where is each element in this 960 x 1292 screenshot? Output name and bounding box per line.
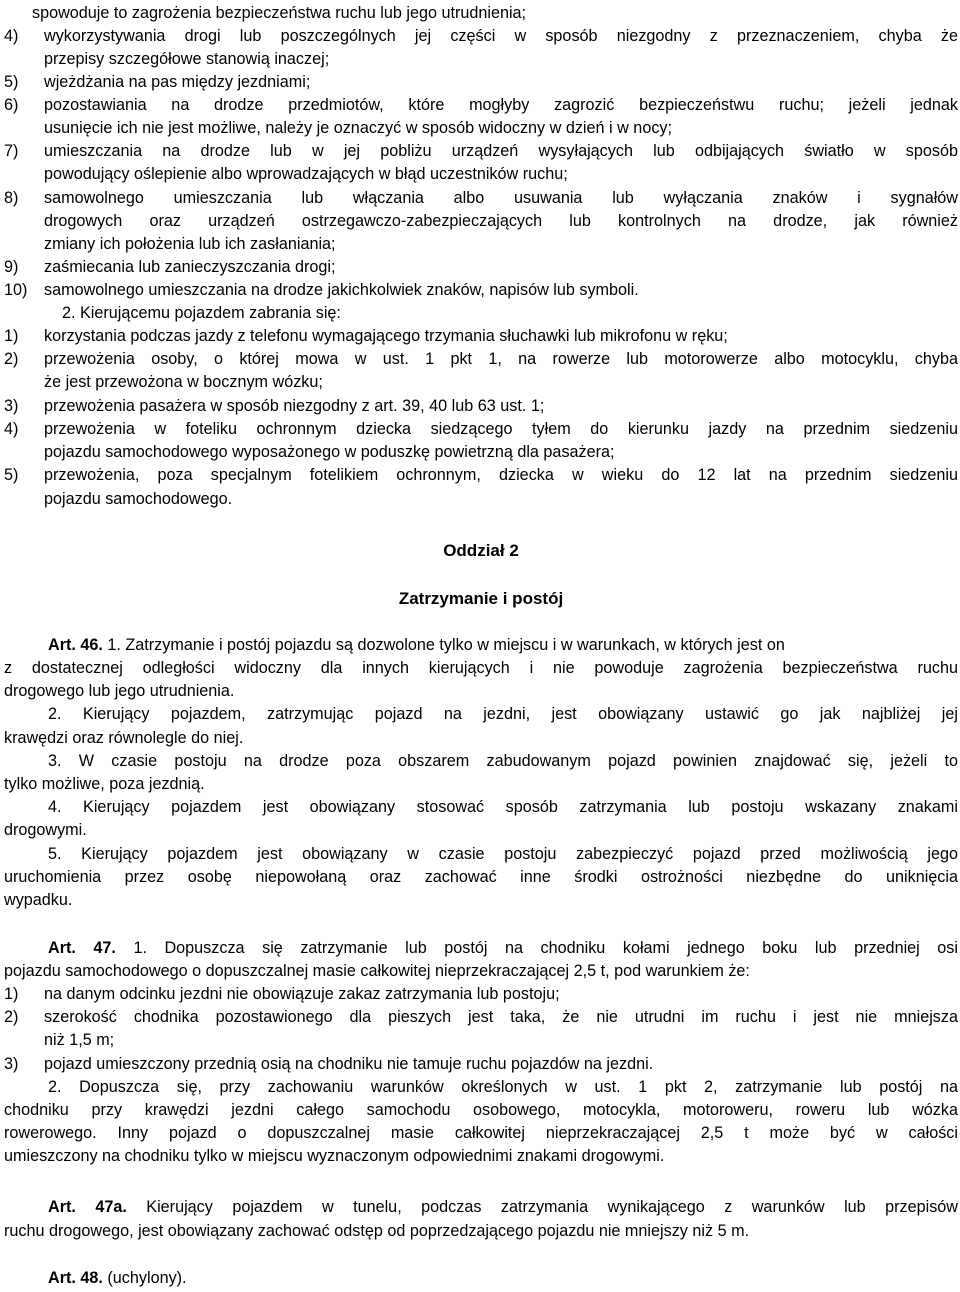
list-item: 9) zaśmiecania lub zanieczyszczania drogi; xyxy=(4,258,336,276)
article-line: Art. 47. 1. Dopuszcza się zatrzymanie lub postój na chodniku kołami jednego boku lub przedniej osi xyxy=(48,939,958,957)
paragraph-line: 2. Kierujący pojazdem, zatrzymując pojazd na jezdni, jest obowiązany ustawić go jak najbliżej jej xyxy=(48,705,958,723)
article-line: Art. 46. 1. Zatrzymanie i postój pojazdu są dozwolone tylko w miejscu i w warunkach, w których jest on xyxy=(48,636,785,654)
text-line: niż 1,5 m; xyxy=(44,1031,115,1049)
article-line: Art. 48. (uchylony). xyxy=(48,1269,187,1287)
article-label: Art. 47. xyxy=(48,939,116,957)
text-line: pojazdu samochodowego o dopuszczalnej masie całkowitej nieprzekraczającej 2,5 t, pod warunkiem że: xyxy=(4,962,750,980)
article-label: Art. 48. xyxy=(48,1269,103,1287)
text-line: zmiany ich położenia lub ich zasłaniania; xyxy=(44,235,336,253)
text-line: ruchu drogowego, jest obowiązany zachować odstęp od poprzedzającego pojazdu nie mniejszy niż 5 m. xyxy=(4,1222,750,1240)
text-line: chodniku przy krawędzi jezdni całego samochodu osobowego, motocykla, motoroweru, roweru lub wózka xyxy=(4,1101,958,1119)
list-item: 1) na danym odcinku jezdni nie obowiązuje zakaz zatrzymania lub postoju; xyxy=(4,985,560,1003)
text-line: pojazdu samochodowego. xyxy=(44,490,233,508)
text-line: przepisy szczegółowe stanowią inaczej; xyxy=(44,50,330,68)
list-item: 5) wjeżdżania na pas między jezdniami; xyxy=(4,73,311,91)
list-item: 7) umieszczania na drodze lub w jej pobliżu urządzeń wysyłających lub odbijających światło w sposób xyxy=(4,142,958,160)
text-line: drogowymi. xyxy=(4,821,87,839)
list-item: 4) wykorzystywania drogi lub poszczególnych jej części w sposób niezgodny z przeznaczeniem, chyba że xyxy=(4,27,958,45)
list-item: 10) samowolnego umieszczania na drodze jakichkolwiek znaków, napisów lub symboli. xyxy=(4,281,639,299)
list-item: 3) przewożenia pasażera w sposób niezgodny z art. 39, 40 lub 63 ust. 1; xyxy=(4,397,545,415)
paragraph-line: 4. Kierujący pojazdem jest obowiązany stosować sposób zatrzymania lub postoju wskazany znakami xyxy=(48,798,958,816)
paragraph-line: 5. Kierujący pojazdem jest obowiązany w czasie postoju zabezpieczyć pojazd przed możliwością jego xyxy=(48,845,958,863)
text-line: krawędzi oraz równolegle do niej. xyxy=(4,729,244,747)
list-item: 4) przewożenia w foteliku ochronnym dziecka siedzącego tyłem do kierunku jazdy na przednim siedzeniu xyxy=(4,420,958,438)
list-item: 5) przewożenia, poza specjalnym fotelikiem ochronnym, dziecka w wieku do 12 lat na przednim siedzeniu xyxy=(4,466,958,484)
text-line: tylko możliwe, poza jezdnią. xyxy=(4,775,205,793)
article-label: Art. 47a. xyxy=(48,1198,127,1216)
paragraph-line: 2. Dopuszcza się, przy zachowaniu warunków określonych w ust. 1 pkt 2, zatrzymanie lub postój na xyxy=(48,1078,958,1096)
text-line: rowerowego. Inny pojazd o dopuszczalnej masie całkowitej nieprzekraczającej 2,5 t może być w całości xyxy=(4,1124,958,1142)
list-item: 1) korzystania podczas jazdy z telefonu wymagającego trzymania słuchawki lub mikrofonu w ręku; xyxy=(4,327,728,345)
section-heading: Oddział 2 xyxy=(443,541,519,560)
list-item: 2) przewożenia osoby, o której mowa w ust. 1 pkt 1, na rowerze lub motorowerze albo motocyklu, chyba xyxy=(4,350,958,368)
text-line: wypadku. xyxy=(4,891,73,909)
section-title: Zatrzymanie i postój xyxy=(398,589,564,608)
list-item: 8) samowolnego umieszczania lub włączania albo usuwania lub wyłączania znaków i sygnałów xyxy=(4,189,958,207)
text-line: powodujący oślepienie albo wprowadzających w błąd uczestników ruchu; xyxy=(44,165,568,183)
text-line: umieszczony na chodniku tylko w miejscu wyznaczonym odpowiednimi znakami drogowymi. xyxy=(4,1147,665,1165)
list-item: 6) pozostawiania na drodze przedmiotów, które mogłyby zagrozić bezpieczeństwu ruchu; jeżeli jednak xyxy=(4,96,958,114)
text-line: spowoduje to zagrożenia bezpieczeństwa ruchu lub jego utrudnienia; xyxy=(32,4,527,22)
article-line: Art. 47a. Kierujący pojazdem w tunelu, podczas zatrzymania wynikającego z warunków lub przepisów xyxy=(48,1198,958,1216)
text-line: drogowych oraz urządzeń ostrzegawczo-zabezpieczających lub kontrolnych na drodze, jak również xyxy=(44,212,958,230)
text-line: z dostatecznej odległości widoczny dla innych kierujących i nie powoduje zagrożenia bezpieczeństwa ruchu xyxy=(4,659,958,677)
list-item: 2) szerokość chodnika pozostawionego dla pieszych jest taka, że nie utrudni im ruchu i jest nie mniejsza xyxy=(4,1008,958,1026)
text-line: drogowego lub jego utrudnienia. xyxy=(4,682,235,700)
text-line: usunięcie ich nie jest możliwe, należy je oznaczyć w sposób widoczny w dzień i w nocy; xyxy=(44,119,673,137)
article-label: Art. 46. xyxy=(48,636,103,654)
text-line: uruchomienia przez osobę niepowołaną oraz zachować inne środki ostrożności niezbędne do uniknięcia xyxy=(4,868,958,886)
list-item: 3) pojazd umieszczony przednią osią na chodniku nie tamuje ruchu pojazdów na jezdni. xyxy=(4,1055,654,1073)
paragraph-line: 2. Kierującemu pojazdem zabrania się: xyxy=(62,304,341,322)
text-line: pojazdu samochodowego wyposażonego w poduszkę powietrzną dla pasażera; xyxy=(44,443,615,461)
text-line: że jest przewożona w bocznym wózku; xyxy=(44,373,323,391)
paragraph-line: 3. W czasie postoju na drodze poza obszarem zabudowanym pojazd powinien znajdować się, jeżeli to xyxy=(48,752,958,770)
